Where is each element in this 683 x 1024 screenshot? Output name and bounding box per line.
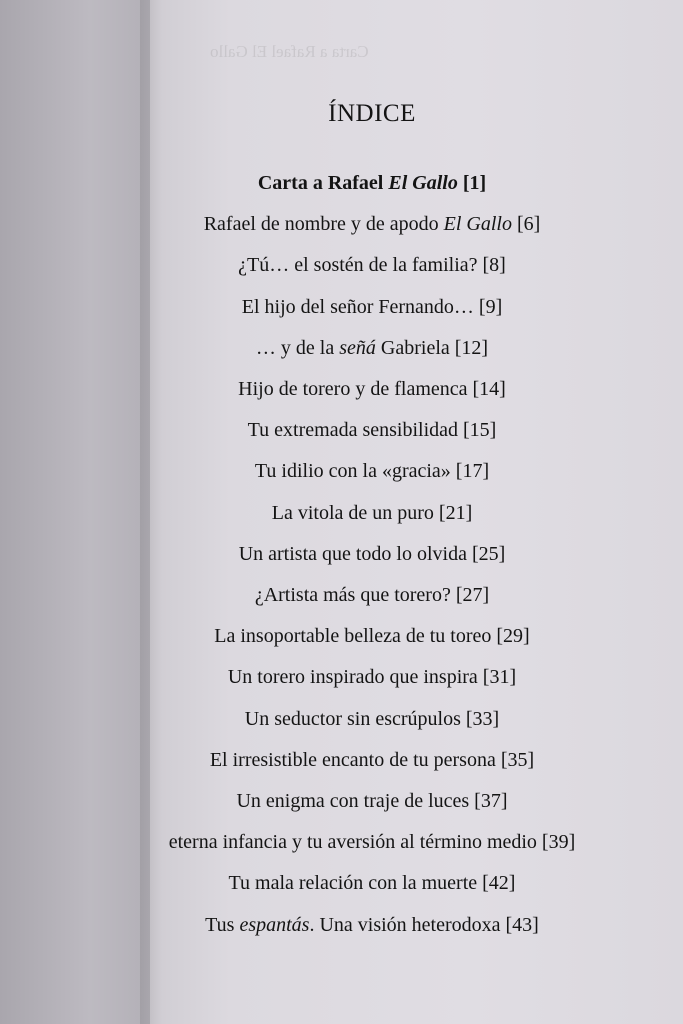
toc-entry-text: … y de la: [255, 336, 340, 359]
toc-entry-text: El hijo del señor Fernando… [9]: [241, 295, 503, 318]
toc-entry: [92, 625, 652, 648]
toc-entry-text: El irresistible encanto de tu persona [35]: [209, 748, 535, 771]
toc-entry: [92, 460, 652, 483]
toc-entry-page: Gabriela [12]: [375, 336, 489, 359]
toc-entry-text: Rafael de nombre y de apodo: [203, 213, 444, 236]
toc-entry-text: Carta a Rafael: [257, 172, 389, 194]
toc-entry: [92, 213, 652, 236]
toc-entry: [92, 872, 652, 895]
toc-entry-text: Tus: [205, 913, 240, 936]
toc-entry-italic: El Gallo: [388, 172, 458, 194]
toc-entry-text: La insoportable belleza de tu toreo [29]: [214, 625, 530, 648]
toc-entry-italic: El Gallo: [443, 213, 512, 236]
toc-entry-page: [6]: [511, 213, 541, 236]
toc-entry: [92, 666, 652, 689]
toc-entry: [92, 708, 652, 731]
toc-entry-text: ¿Tú… el sostén de la familia? [8]: [238, 254, 506, 277]
toc-entry-text: Tu idilio con la «gracia» [17]: [254, 460, 490, 483]
toc-entry: [92, 337, 652, 360]
toc-entry: [92, 419, 652, 442]
toc-entry-text: ¿Artista más que torero? [27]: [254, 584, 490, 606]
toc-entry-text: Un enigma con traje de luces [37]: [236, 790, 508, 812]
toc-entry: [92, 254, 652, 277]
toc-entry: [92, 172, 652, 195]
toc-entry-text: Tu mala relación con la muerte [42]: [228, 872, 516, 895]
toc-entry: [92, 749, 652, 772]
bleed-through-text: Carta a Rafael El Gallo: [210, 42, 369, 61]
toc-entry-text: Un seductor sin escrúpulos [33]: [244, 707, 500, 730]
toc-entry-text: La vitola de un puro [21]: [271, 501, 473, 524]
toc-entry: [92, 584, 652, 607]
toc-entry-page: [1]: [457, 172, 487, 194]
toc-entry-text: Tu extremada sensibilidad [15]: [247, 419, 497, 442]
toc-entry: [92, 790, 652, 813]
toc-entry-text: Un torero inspirado que inspira [31]: [227, 666, 517, 689]
toc-entry-text: eterna infancia y tu aversión al término medio [39]: [168, 831, 576, 854]
toc-entry: [92, 296, 652, 319]
toc-entry-italic: espantás: [239, 913, 310, 936]
toc-entry: [92, 543, 652, 566]
toc-entry-text: Hijo de torero y de flamenca [14]: [238, 378, 506, 400]
toc-entry: [92, 378, 652, 401]
toc-entry: [92, 914, 652, 937]
toc-entry: [92, 831, 652, 854]
index-heading: ÍNDICE: [328, 100, 416, 127]
toc-entry-text: Un artista que todo lo olvida [25]: [238, 542, 506, 565]
toc-entry-page: . Una visión heterodoxa [43]: [309, 913, 539, 936]
toc-entry: [92, 502, 652, 525]
toc-entry-italic: señá: [339, 336, 376, 359]
